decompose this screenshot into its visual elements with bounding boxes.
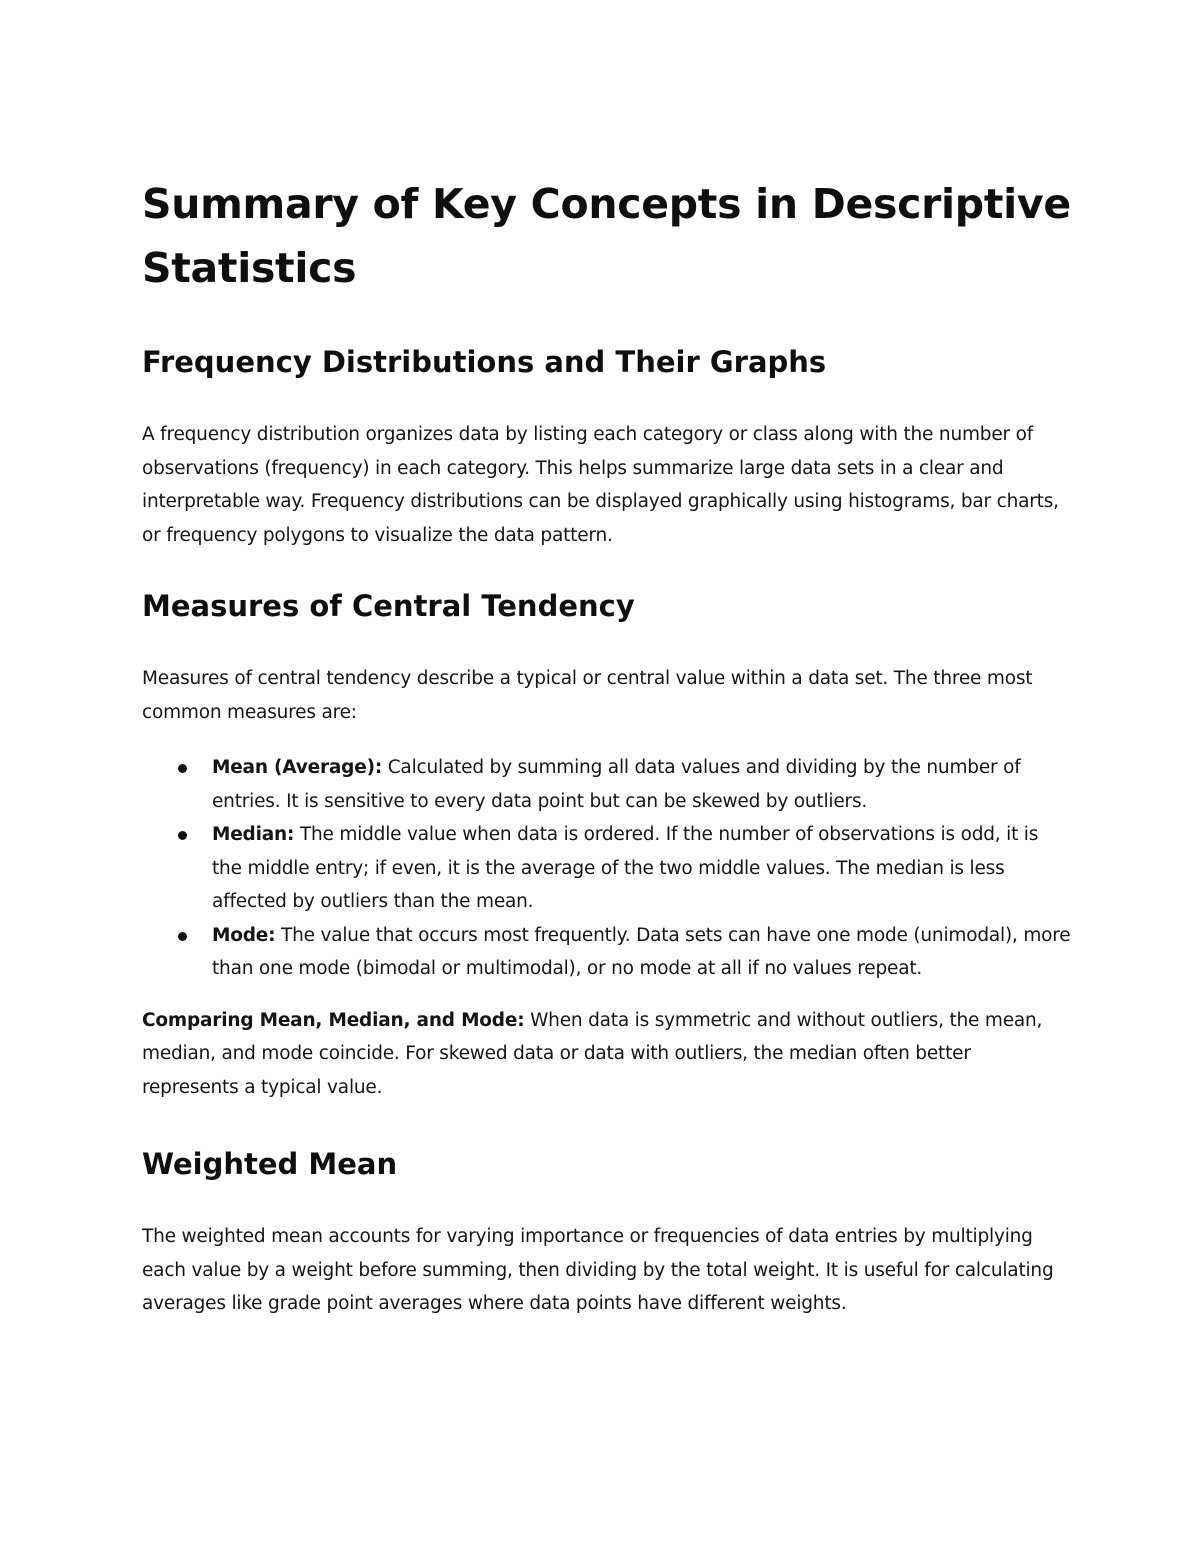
term-median: Median: [212, 824, 295, 845]
definition-mode: The value that occurs most frequently. Data sets can have one mode (unimodal), more than one mode (bimodal or multimodal), or no mode at all if no values repeat. [212, 924, 1071, 979]
document-title: Summary of Key Concepts in Descriptive Statistics [142, 180, 1071, 292]
term-mode: Mode: [212, 924, 276, 946]
list-item-median [142, 818, 1072, 919]
term-mean: Mean (Average): [212, 757, 383, 778]
list-item-mode [142, 919, 1072, 986]
text-comparing: When data is symmetric and without outliers, the mean, median, and mode coincide. For skewed data or data with outliers, the median often better represents a typical value. [142, 1009, 1043, 1098]
heading-frequency-distributions: Frequency Distributions and Their Graphs [142, 345, 827, 379]
bullet-icon [178, 764, 187, 773]
definition-mean: Calculated by summing all data values and dividing by the number of entries. It is sensitive to every data point but can be skewed by outliers. [212, 757, 1021, 812]
definition-median: The middle value when data is ordered. If the number of observations is odd, it is the middle entry; if even, it is the average of the two middle values. The median is less affected by outliers than the mean. [212, 824, 1039, 912]
paragraph-central-tendency: Measures of central tendency describe a typical or central value within a data set. The three most common measures are: [142, 668, 1033, 723]
paragraph-comparing-measures [142, 1004, 1072, 1105]
list-item-mean [142, 751, 1072, 818]
paragraph-frequency-distributions: A frequency distribution organizes data by listing each category or class along with the number of observations (frequency) in each category. This helps summarize large data sets in a clear and interpretable way. Frequency distributions can be displayed graphically using histograms, bar charts, or frequency polygons to visualize the data pattern. [142, 424, 1059, 546]
heading-central-tendency: Measures of Central Tendency [142, 589, 635, 623]
central-tendency-list [142, 751, 1072, 986]
document-page [142, 172, 1072, 1321]
paragraph-weighted-mean: The weighted mean accounts for varying importance or frequencies of data entries by multiplying each value by a weight before summing, then dividing by the total weight. It is useful for calculating averages like grade point averages where data points have different weights. [142, 1226, 1054, 1314]
bullet-icon [178, 831, 187, 840]
bullet-icon [178, 932, 187, 941]
term-comparing: Comparing Mean, Median, and Mode: [142, 1009, 525, 1031]
heading-weighted-mean: Weighted Mean [142, 1147, 398, 1181]
